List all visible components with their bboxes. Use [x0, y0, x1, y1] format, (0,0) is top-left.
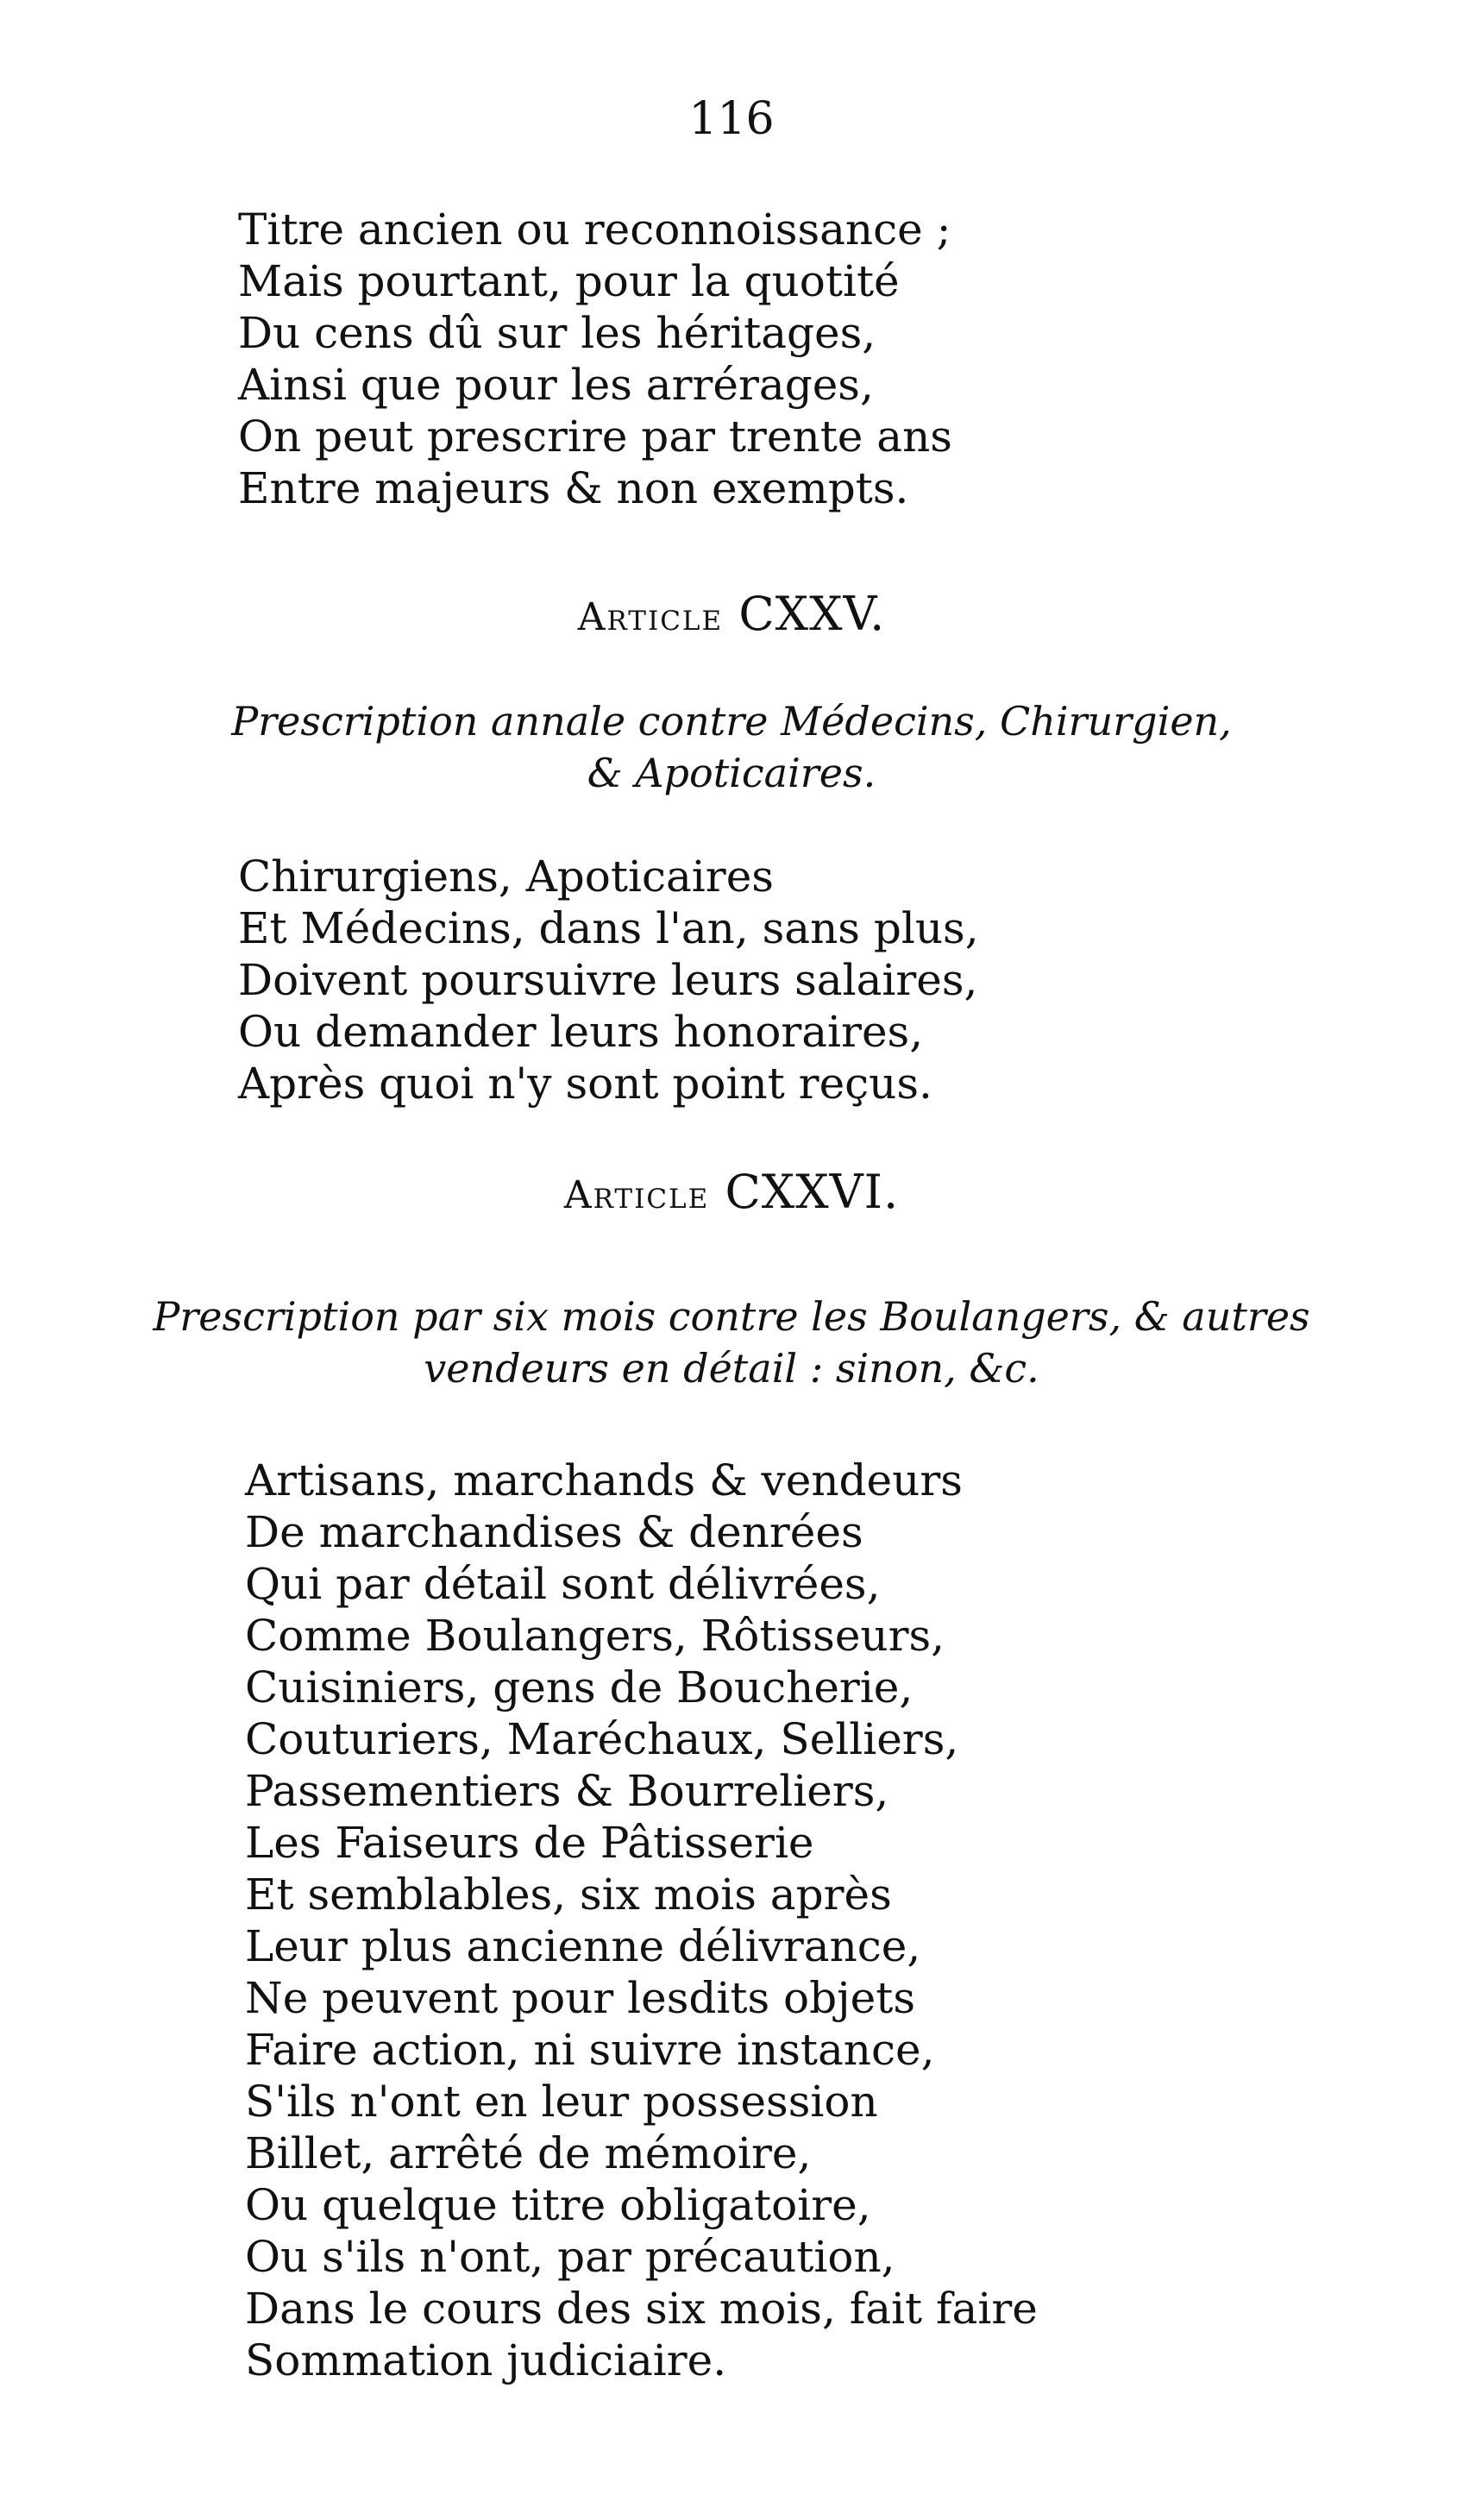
verse-line: Sommation judiciaire.: [245, 2335, 727, 2385]
verse-block-126: [245, 1455, 1038, 2386]
verse-block-125: [238, 851, 979, 1109]
verse-line: Leur plus ancienne délivrance,: [245, 1921, 921, 1971]
article-numeral: CXXV.: [738, 587, 886, 641]
rubric-line: Prescription annale contre Médecins, Chirurgien,: [231, 698, 1232, 745]
verse-line: Et Médecins, dans l'an, sans plus,: [238, 903, 979, 953]
verse-line: On peut prescrire par trente ans: [238, 412, 952, 462]
verse-line: Après quoi n'y sont point reçus.: [238, 1059, 932, 1109]
verse-line: Chirurgiens, Apoticaires: [238, 852, 774, 902]
rubric-line: Prescription par six mois contre les Boulangers, & autres: [153, 1293, 1310, 1340]
article-label: Article: [563, 1173, 710, 1217]
verse-line: Passementiers & Bourreliers,: [245, 1766, 889, 1816]
verse-line: Titre ancien ou reconnoissance ;: [238, 204, 951, 255]
article-label: Article: [577, 595, 724, 639]
verse-line: Couturiers, Maréchaux, Selliers,: [245, 1714, 959, 1764]
verse-line: Du cens dû sur les héritages,: [238, 308, 876, 358]
verse-line: Artisans, marchands & vendeurs: [245, 1455, 963, 1505]
verse-line: Billet, arrêté de mémoire,: [245, 2128, 812, 2178]
article-rubric-126: [0, 1291, 1463, 1394]
verse-line: Doivent poursuivre leurs salaires,: [238, 955, 978, 1005]
article-numeral: CXXVI.: [725, 1165, 900, 1219]
verse-line: Et semblables, six mois après: [245, 1870, 892, 1920]
verse-line: Ou quelque titre obligatoire,: [245, 2180, 871, 2230]
verse-line: Entre majeurs & non exempts.: [238, 463, 909, 513]
rubric-line: vendeurs en détail : sinon, &c.: [424, 1345, 1039, 1392]
article-heading-125: [0, 587, 1463, 645]
verse-line: S'ils n'ont en leur possession: [245, 2077, 878, 2127]
verse-line: Ne peuvent pour lesdits objets: [245, 1973, 916, 2023]
article-heading-126: [0, 1165, 1463, 1223]
verse-line: De marchandises & denrées: [245, 1507, 863, 1557]
verse-line: Dans le cours des six mois, fait faire: [245, 2284, 1038, 2334]
verse-line: Ou demander leurs honoraires,: [238, 1007, 924, 1057]
verse-line: Comme Boulangers, Rôtisseurs,: [245, 1611, 945, 1661]
verse-line: Mais pourtant, pour la quotité: [238, 256, 900, 306]
verse-line: Ou s'ils n'ont, par précaution,: [245, 2232, 895, 2282]
page-number: 116: [688, 93, 775, 145]
verse-line: Qui par détail sont délivrées,: [245, 1559, 881, 1609]
verse-block-top: [238, 204, 952, 514]
verse-line: Ainsi que pour les arrérages,: [238, 360, 874, 410]
verse-line: Faire action, ni suivre instance,: [245, 2025, 935, 2075]
rubric-line: & Apoticaires.: [587, 750, 876, 796]
article-rubric-125: [0, 695, 1463, 799]
verse-line: Cuisiniers, gens de Boucherie,: [245, 1662, 914, 1712]
verse-line: Les Faiseurs de Pâtisserie: [245, 1818, 814, 1868]
